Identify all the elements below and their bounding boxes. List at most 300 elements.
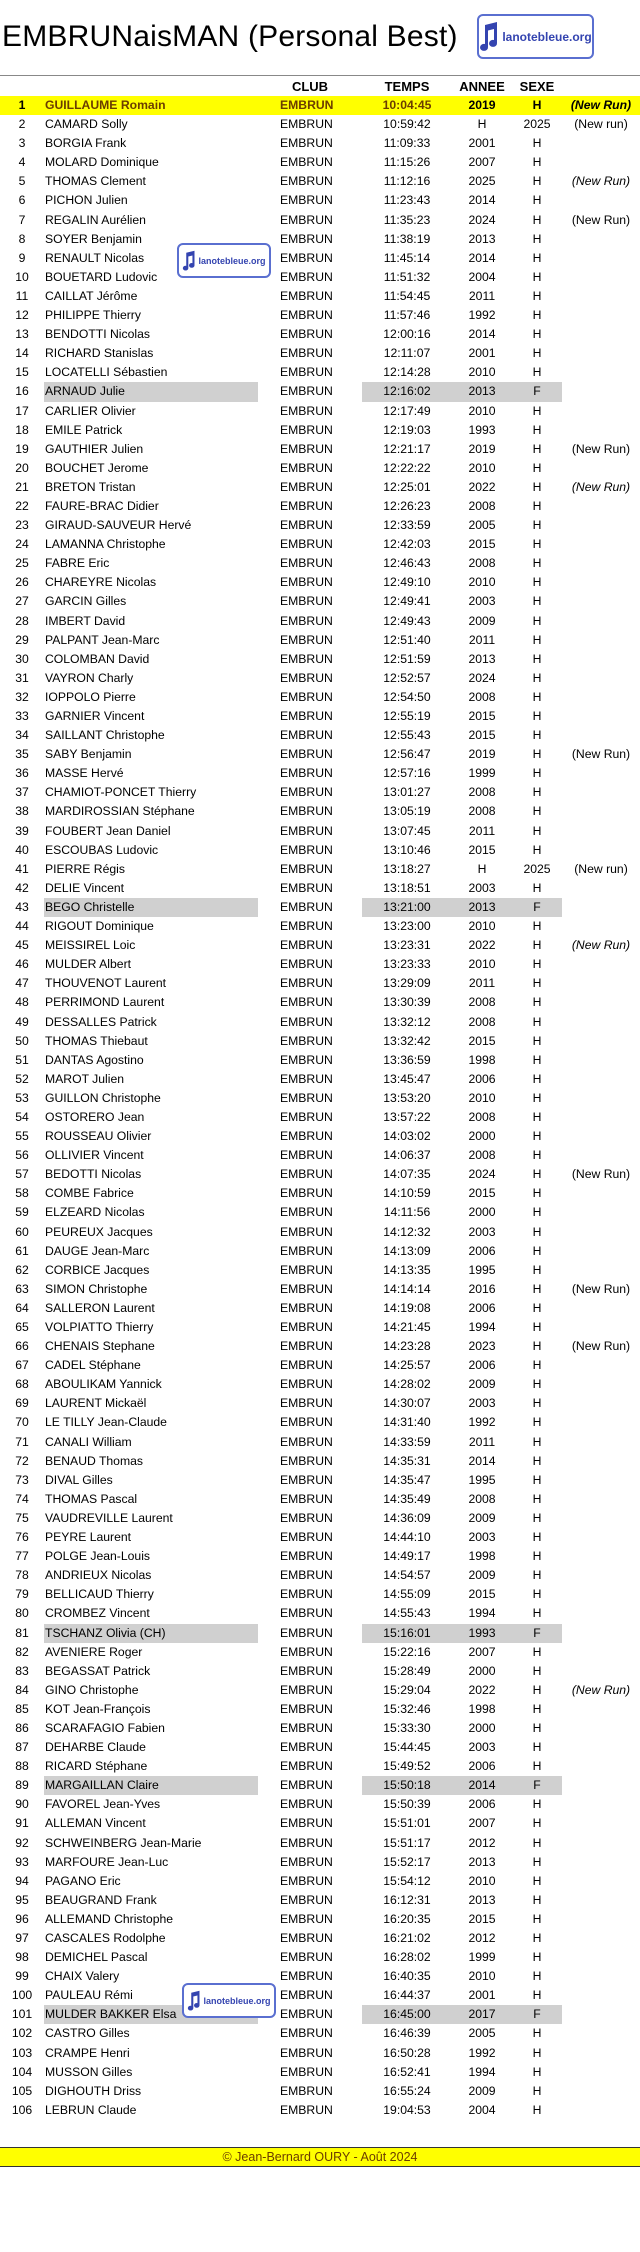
cell-rank: 76 [15,1530,29,1545]
cell-temps: 10:59:42 [383,117,431,132]
column-header-sexe: SEXE [519,79,555,94]
cell-club: EMBRUN [280,1339,333,1354]
table-row [0,306,640,325]
table-row [0,134,640,153]
cell-rank: 52 [15,1071,29,1086]
table-row [0,287,640,306]
table-row [0,1795,640,1814]
cell-annee: 2010 [468,403,496,418]
cell-annee: 1995 [468,1472,496,1487]
cell-name: GAUTHIER Julien [45,441,144,456]
cell-name: DANTAS Agostino [45,1052,144,1067]
cell-note: (New Run) [571,479,631,494]
cell-club: EMBRUN [280,250,333,265]
cell-annee: 2008 [468,1014,496,1029]
cell-club: EMBRUN [280,1377,333,1392]
cell-name: REGALIN Aurélien [45,212,146,227]
cell-club: EMBRUN [280,728,333,743]
cell-club: EMBRUN [280,1033,333,1048]
cell-annee: 2011 [468,976,496,991]
cell-temps: 12:57:16 [383,766,431,781]
table-row [0,1261,640,1280]
table-row [0,421,640,440]
cell-temps: 12:11:07 [383,346,431,361]
cell-rank: 47 [15,976,29,991]
cell-club: EMBRUN [280,1358,333,1373]
cell-annee: 1994 [468,2064,496,2079]
cell-temps: 12:14:28 [383,365,431,380]
cell-rank: 27 [15,594,29,609]
table-row [0,268,640,287]
cell-annee: 2023 [468,1339,496,1354]
cell-temps: 13:18:27 [383,861,431,876]
table-row [0,2044,640,2063]
cell-sexe: H [532,479,542,494]
cell-sexe: H [532,1759,542,1774]
cell-club: EMBRUN [280,498,333,513]
cell-club: EMBRUN [280,1148,333,1163]
table-row [0,783,640,802]
cell-rank: 100 [11,1988,33,2003]
table-row [0,1184,640,1203]
cell-sexe: H [532,1205,542,1220]
cell-annee: 2013 [452,382,512,401]
cell-temps: 14:49:17 [383,1549,431,1564]
cell-name: DEMICHEL Pascal [45,1950,148,1965]
cell-sexe: H [532,1339,542,1354]
cell-rank: 4 [18,155,26,170]
cell-temps: 14:36:09 [383,1510,431,1525]
cell-annee: 2011 [468,632,496,647]
cell-temps: 16:12:31 [383,1892,431,1907]
cell-sexe: F [512,898,562,917]
cell-rank: 74 [15,1491,29,1506]
cell-rank: 18 [15,422,29,437]
table-row [0,1872,640,1891]
cell-club: EMBRUN [280,919,333,934]
cell-sexe: H [532,2045,542,2060]
table-row [0,1547,640,1566]
cell-name: MAROT Julien [45,1071,125,1086]
cell-annee: H [477,117,487,132]
cell-club: EMBRUN [280,1186,333,1201]
table-row [0,440,640,459]
table-row [0,1834,640,1853]
cell-annee: 2009 [468,2083,496,2098]
cell-name: CADEL Stéphane [45,1358,141,1373]
cell-sexe: H [532,651,542,666]
cell-name: THOMAS Pascal [45,1491,138,1506]
cell-club: EMBRUN [280,269,333,284]
table-row [0,1223,640,1242]
cell-temps: 11:23:43 [383,193,431,208]
cell-annee: 2006 [468,1071,496,1086]
cell-rank: 55 [15,1129,29,1144]
cell-name: CHAIX Valery [45,1969,120,1984]
cell-rank: 103 [11,2045,33,2060]
cell-sexe: H [532,842,542,857]
cell-club: EMBRUN [280,1778,333,1793]
cell-rank: 85 [15,1701,29,1716]
cell-annee: 2008 [468,1491,496,1506]
cell-temps: 14:13:35 [383,1262,431,1277]
cell-annee: 1993 [468,422,496,437]
cell-annee: 2015 [468,1587,496,1602]
cell-name: RICHARD Stanislas [45,346,154,361]
cell-sexe: H [532,1931,542,1945]
cell-club: EMBRUN [280,1129,333,1144]
cell-rank: 92 [15,1835,29,1850]
cell-name: OSTORERO Jean [45,1109,145,1124]
cell-rank: 11 [15,288,29,303]
cell-rank: 48 [15,995,29,1010]
footer-credit: © Jean-Bernard OURY - Août 2024 [0,2147,640,2167]
cell-rank: 2 [18,117,26,132]
cell-name: MARDIROSSIAN Stéphane [45,804,195,819]
cell-annee: 2010 [468,1969,496,1984]
cell-temps: 13:57:22 [383,1109,431,1124]
cell-temps: 12:49:43 [383,613,431,628]
cell-annee: 2010 [468,1090,496,1105]
table-row [0,1280,640,1299]
cell-annee: 2012 [468,1835,496,1850]
table-row [0,402,640,421]
table-row [0,497,640,516]
cell-club: EMBRUN [280,1701,333,1716]
cell-name: ANDRIEUX Nicolas [45,1568,152,1583]
table-row [0,1299,640,1318]
table-row [0,1375,640,1394]
cell-rank: 43 [15,899,29,914]
cell-rank: 60 [15,1224,29,1239]
cell-club: EMBRUN [280,1759,333,1774]
cell-annee: 2013 [468,231,496,246]
cell-annee: 2015 [468,537,496,552]
cell-name: DIVAL Gilles [45,1472,113,1487]
cell-rank: 42 [15,880,29,895]
cell-club: EMBRUN [280,632,333,647]
cell-sexe: H [532,957,542,972]
table-row [0,1700,640,1719]
table-row [0,917,640,936]
cell-name: SIMON Christophe [45,1281,148,1296]
cell-rank: 73 [15,1472,29,1487]
cell-rank: 7 [18,212,26,227]
table-row [0,1337,640,1356]
table-row [0,1604,640,1623]
cell-sexe: H [532,1740,542,1755]
table-row [0,573,640,592]
cell-temps: 11:12:16 [383,174,431,189]
cell-sexe: H [532,1377,542,1392]
cell-name: BELLICAUD Thierry [45,1587,154,1602]
cell-club: EMBRUN [280,1453,333,1468]
cell-rank: 51 [15,1052,29,1067]
cell-club: EMBRUN [280,1243,333,1258]
cell-rank: 50 [15,1033,29,1048]
cell-sexe: H [532,1262,542,1277]
cell-annee: 2008 [468,689,496,704]
cell-annee: 2014 [468,1453,496,1468]
table-row [0,612,640,631]
cell-rank: 14 [15,346,29,361]
cell-club: EMBRUN [280,1090,333,1105]
cell-temps: 11:45:14 [383,250,431,265]
cell-club: EMBRUN [280,193,333,208]
cell-temps: 14:11:56 [383,1205,431,1220]
cell-annee: 2010 [468,957,496,972]
cell-name: IOPPOLO Pierre [45,689,136,704]
cell-rank: 63 [15,1281,29,1296]
cell-club: EMBRUN [280,1797,333,1812]
cell-rank: 30 [15,651,29,666]
cell-club: EMBRUN [280,2045,333,2060]
cell-temps: 12:00:16 [383,327,431,342]
cell-club: EMBRUN [280,575,333,590]
cell-sexe: H [532,1854,542,1869]
table-row [0,592,640,611]
cell-name: CARLIER Olivier [45,403,136,418]
cell-annee: 2000 [468,1205,496,1220]
cell-rank: 31 [15,670,29,685]
cell-rank: 26 [15,575,29,590]
cell-temps: 12:22:22 [383,460,431,475]
cell-sexe: H [532,976,542,991]
cell-annee: 2006 [468,1759,496,1774]
table-row [0,1413,640,1432]
table-row [0,153,640,172]
table-row [0,1394,640,1413]
cell-sexe: 2025 [523,861,551,876]
cell-club: EMBRUN [280,766,333,781]
table-row [0,1757,640,1776]
cell-sexe: H [532,613,542,628]
cell-temps: 12:55:19 [383,709,431,723]
cell-club: EMBRUN [280,1224,333,1239]
page-title: EMBRUNaisMAN (Personal Best) [2,20,458,53]
cell-name: DELIE Vincent [45,880,125,895]
table-row [0,1624,640,1643]
cell-annee: 2007 [468,155,496,170]
cell-temps: 11:38:19 [383,231,431,246]
cell-temps: 15:32:46 [383,1701,431,1716]
cell-note: (New Run) [571,1281,631,1296]
cell-sexe: H [532,346,542,361]
cell-club: EMBRUN [280,1625,333,1640]
cell-club: EMBRUN [280,670,333,685]
cell-name: ALLEMAN Vincent [45,1816,146,1831]
cell-club: EMBRUN [280,441,333,456]
cell-name: RICARD Stéphane [45,1759,148,1774]
table-row [0,1566,640,1585]
cell-name: ESCOUBAS Ludovic [45,842,159,857]
cell-sexe: H [532,594,542,609]
cell-sexe: H [532,919,542,934]
cell-name: BEGO Christelle [44,898,258,917]
table-row [0,1032,640,1051]
cell-name: PALPANT Jean-Marc [45,632,160,647]
cell-temps: 19:04:53 [383,2102,431,2117]
cell-rank: 49 [15,1014,29,1029]
table-row [0,1891,640,1910]
cell-club: EMBRUN [280,212,333,227]
cell-temps: 16:21:02 [383,1931,431,1945]
cell-temps: 14:23:28 [383,1339,431,1354]
cell-club: EMBRUN [280,1434,333,1449]
cell-sexe: H [532,1129,542,1144]
cell-name: THOMAS Thiebaut [45,1033,148,1048]
cell-name: KOT Jean-François [45,1701,151,1716]
table-row [0,382,640,401]
cell-temps: 13:10:46 [383,842,431,857]
cell-temps: 12:16:02 [362,382,452,401]
cell-annee: 2025 [468,174,496,189]
lanotebleue-logo[interactable] [477,14,594,59]
cell-temps: 11:54:45 [383,288,431,303]
cell-temps: 13:30:39 [383,995,431,1010]
table-row [0,211,640,230]
cell-club: EMBRUN [280,1262,333,1277]
table-row [0,1681,640,1700]
cell-name: LAMANNA Christophe [45,537,166,552]
table-row [0,115,640,134]
table-row [0,1910,640,1929]
cell-sexe: H [532,1682,542,1697]
cell-temps: 13:29:09 [383,976,431,991]
cell-annee: 2005 [468,2026,496,2041]
cell-sexe: H [532,308,542,323]
cell-name: PAGANO Eric [45,1873,121,1888]
cell-club: EMBRUN [280,346,333,361]
cell-annee: 2003 [468,880,496,895]
cell-club: EMBRUN [280,1816,333,1831]
cell-sexe: H [532,1186,542,1201]
table-row [0,879,640,898]
cell-annee: 2013 [468,651,496,666]
cell-sexe: H [532,1530,542,1545]
cell-rank: 91 [15,1816,29,1831]
cell-temps: 16:55:24 [383,2083,431,2098]
table-row [0,650,640,669]
cell-note: (New Run) [571,1682,631,1697]
cell-name: LEBRUN Claude [45,2102,137,2117]
cell-sexe: H [532,1606,542,1621]
cell-sexe: H [532,670,542,685]
cell-rank: 79 [15,1587,29,1602]
cell-temps: 12:42:03 [383,537,431,552]
cell-annee: 2001 [468,136,496,151]
cell-rank: 21 [15,479,29,494]
cell-annee: 2010 [468,365,496,380]
cell-temps: 14:13:09 [383,1243,431,1258]
cell-annee: 2015 [468,1186,496,1201]
cell-annee: 2019 [468,747,496,762]
cell-rank: 58 [15,1186,29,1201]
lanotebleue-logo-bottom[interactable] [182,1983,276,2018]
cell-name: BOUETARD Ludovic [45,269,158,284]
cell-annee: 2022 [468,479,496,494]
cell-club: EMBRUN [280,1682,333,1697]
cell-rank: 33 [15,709,29,723]
cell-temps: 13:32:12 [383,1014,431,1029]
table-row [0,726,640,745]
cell-sexe: F [512,382,562,401]
cell-name: CRAMPE Henri [45,2045,130,2060]
cell-club: EMBRUN [280,1300,333,1315]
cell-sexe: H [532,1071,542,1086]
cell-temps: 12:49:10 [383,575,431,590]
cell-sexe: H [532,709,542,723]
cell-name: PHILIPPE Thierry [45,308,141,323]
cell-annee: 2003 [468,1530,496,1545]
table-row [0,631,640,650]
cell-name: EMILE Patrick [45,422,123,437]
cell-annee: 2006 [468,1358,496,1373]
cell-temps: 15:51:01 [383,1816,431,1831]
cell-temps: 12:54:50 [383,689,431,704]
cell-name: OLLIVIER Vincent [45,1148,144,1163]
table-row [0,974,640,993]
cell-temps: 12:55:43 [383,728,431,743]
cell-sexe: H [532,1549,542,1564]
cell-club: EMBRUN [280,384,333,399]
cell-annee: 2011 [468,288,496,303]
cell-temps: 12:33:59 [383,518,431,533]
cell-sexe: H [532,1816,542,1831]
cell-annee: 1999 [468,1950,496,1965]
cell-name: BEGASSAT Patrick [45,1663,151,1678]
cell-sexe: H [532,1434,542,1449]
cell-annee: H [477,861,487,876]
cell-annee: 1992 [468,2045,496,2060]
cell-note: (New run) [574,117,628,132]
table-row [0,535,640,554]
cell-club: EMBRUN [280,1205,333,1220]
cell-name: CASCALES Rodolphe [45,1931,166,1945]
cell-rank: 98 [15,1950,29,1965]
table-row [0,1051,640,1070]
cell-club: EMBRUN [280,1644,333,1659]
cell-annee: 2019 [468,441,496,456]
cell-sexe: H [532,1300,542,1315]
cell-rank: 23 [15,518,29,533]
cell-temps: 14:28:02 [383,1377,431,1392]
cell-temps: 14:19:08 [383,1300,431,1315]
cell-name: CORBICE Jacques [45,1262,150,1277]
cell-rank: 45 [15,938,29,953]
cell-sexe: H [532,212,542,227]
table-row [0,936,640,955]
cell-annee: 2008 [468,1109,496,1124]
lanotebleue-logo-inline[interactable] [177,243,271,278]
cell-rank: 57 [15,1167,29,1182]
cell-temps: 11:57:46 [383,308,431,323]
cell-rank: 68 [15,1377,29,1392]
cell-temps: 14:25:57 [383,1358,431,1373]
cell-sexe: H [532,1320,542,1334]
cell-annee: 2005 [468,518,496,533]
cell-sexe: F [512,1624,562,1643]
cell-temps: 12:51:40 [383,632,431,647]
cell-temps: 15:54:12 [383,1873,431,1888]
cell-rank: 71 [15,1434,29,1449]
logo-text: lanotebleue.org [198,255,266,266]
column-header-temps: TEMPS [384,79,430,94]
cell-name: BENDOTTI Nicolas [45,327,150,342]
cell-annee: 2009 [468,613,496,628]
cell-club: EMBRUN [280,861,333,876]
cell-club: EMBRUN [280,709,333,723]
